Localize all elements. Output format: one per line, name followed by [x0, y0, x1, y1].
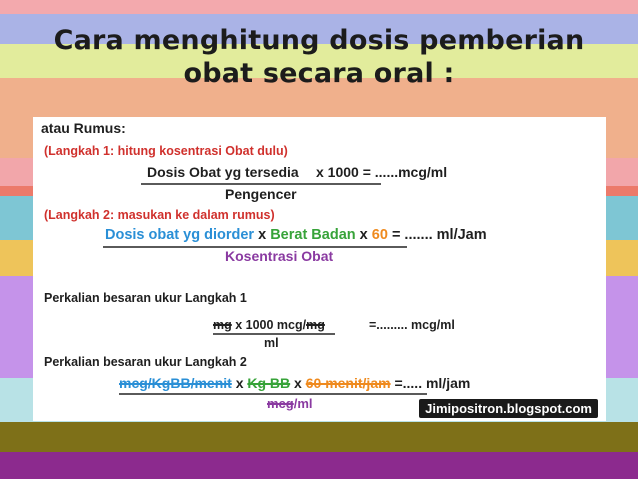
- watermark-label: Jimipositron.blogspot.com: [419, 399, 598, 418]
- units1-numerator: [213, 318, 325, 332]
- units1-fraction-line: [213, 333, 335, 335]
- step2-term-berat: Berat Badan: [270, 227, 356, 243]
- step2-result: = ....... ml/Jam: [391, 227, 487, 243]
- stripe-olive: [0, 422, 638, 452]
- step2-numerator: [105, 227, 487, 243]
- units2-times-1: x: [235, 375, 244, 391]
- step2-times-2: x: [359, 227, 368, 243]
- step1-numerator: Dosis Obat yg tersedia: [147, 164, 299, 180]
- units2-numerator: [119, 375, 470, 391]
- units1-result: =......... mcg/ml: [369, 318, 455, 332]
- units1-mg-cancel: mg: [213, 318, 232, 332]
- units2-term-60: 60 menit/jam: [305, 375, 391, 391]
- units1-heading: Perkalian besaran ukur Langkah 1: [44, 291, 247, 305]
- formula-image: [33, 117, 606, 421]
- units2-mcg-cancel: mcg: [119, 375, 148, 391]
- units1-mg2-cancel: mg: [306, 318, 325, 332]
- slide-title: [0, 24, 638, 90]
- units2-den-rest: /ml: [293, 396, 313, 411]
- step1-denominator: Pengencer: [225, 186, 297, 202]
- units1-mid: x 1000 mcg/: [231, 318, 307, 332]
- stripe-pink-top: [0, 0, 638, 14]
- slide-title-line2: obat secara oral :: [183, 58, 455, 89]
- step2-times-1: x: [258, 227, 267, 243]
- stripe-purple: [0, 452, 638, 479]
- step1-fraction-line: [141, 183, 381, 185]
- units2-fraction-line: [119, 393, 427, 395]
- units2-kgbb2-cancel: Kg BB: [247, 375, 291, 391]
- units2-heading: Perkalian besaran ukur Langkah 2: [44, 355, 247, 369]
- units1-denominator: ml: [264, 336, 279, 350]
- step2-denominator: Kosentrasi Obat: [225, 248, 334, 264]
- units2-den-mcg-cancel: mcg: [267, 396, 294, 411]
- units2-kgbb-cancel: /KgBB/menit: [147, 375, 232, 391]
- units2-times-2: x: [294, 375, 302, 391]
- step1-label: (Langkah 1: hitung kosentrasi Obat dulu): [44, 144, 288, 158]
- units2-result: =..... ml/jam: [394, 375, 471, 391]
- step1-multiplier: x 1000 = ......mcg/ml: [316, 164, 448, 180]
- step2-term-dosis: Dosis obat yg diorder: [105, 227, 255, 243]
- step2-label: (Langkah 2: masukan ke dalam rumus): [44, 208, 275, 222]
- step2-term-60: 60: [371, 227, 388, 243]
- slide-title-line1: Cara menghitung dosis pemberian: [53, 25, 585, 56]
- formula-heading: atau Rumus:: [41, 120, 126, 136]
- units2-denominator: [267, 396, 313, 411]
